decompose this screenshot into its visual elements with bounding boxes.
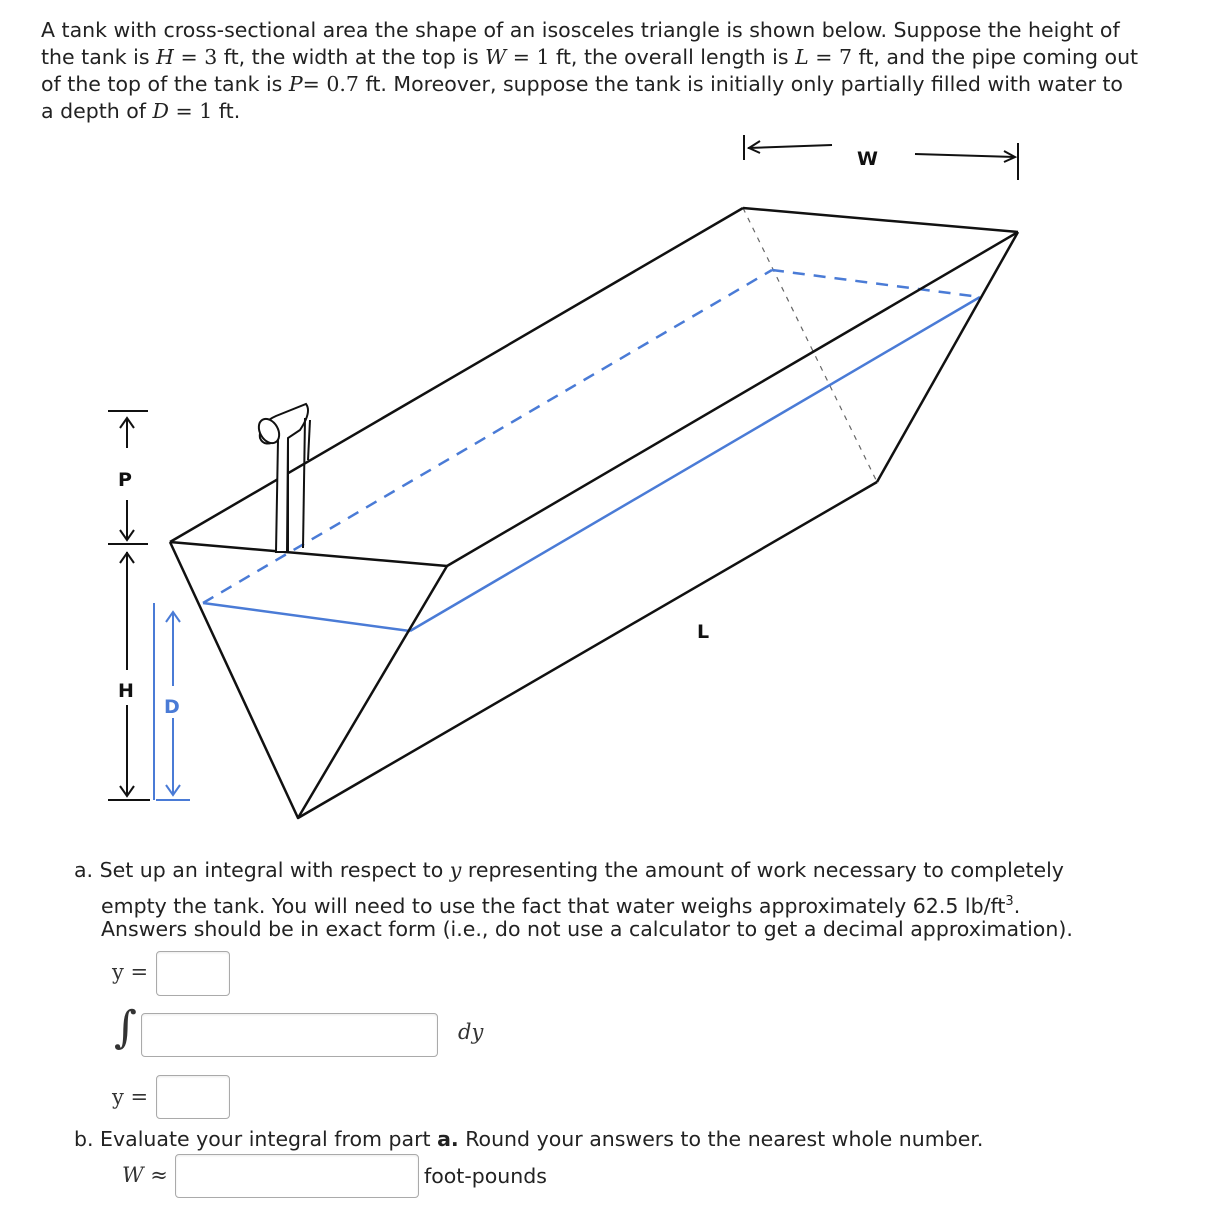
intro-text-4: ft, and the pipe coming out of the top of the tank is [41,45,1139,96]
intro-text-6: ft. [212,99,241,123]
var-d: D [152,99,169,123]
value-d: 1 [199,99,213,123]
upper-limit-label: y = [112,960,149,984]
equals-sign: = [302,72,320,96]
dy-label: dy [458,1020,484,1044]
part-b-prefix: b. Evaluate your integral from part [74,1127,438,1151]
intro-text-3: ft, the overall length is [549,45,796,69]
var-w: W [485,45,507,69]
width-dimension [744,135,1018,180]
water-surface-hidden [203,270,980,603]
intro-text-2: ft, the width at the top is [217,45,486,69]
upper-limit-input[interactable] [156,951,230,996]
label-d: D [164,696,180,718]
part-b-line [74,1125,1174,1154]
lower-limit-input[interactable] [156,1075,230,1119]
equals-sign: = [815,45,833,69]
equals-sign: = [175,99,193,123]
part-a-exact-form-note: Answers should be in exact form (i.e., do not use a calculator to get a decimal approximation). [101,917,1073,941]
label-w: W [857,148,878,170]
value-l: 7 [838,45,852,69]
part-a-var: y [449,858,462,882]
integral-sign: ∫ [114,1002,137,1053]
work-input[interactable] [175,1154,419,1198]
var-p: P [288,72,303,96]
part-b-ref: a. [437,1127,459,1151]
label-p: P [118,469,132,491]
hidden-edges [743,208,877,482]
equals-sign: = [180,45,198,69]
water-surface [203,297,980,631]
cube-superscript: 3 [1005,894,1014,909]
part-a-weight-text: empty the tank. You will need to use the fact that water weighs approximately 62.5 lb/ft [101,893,1006,918]
equals-sign: = [512,45,530,69]
units-label: foot-pounds [424,1164,547,1188]
work-label: W ≈ [122,1163,168,1187]
pipe [255,404,310,552]
part-a-line-1 [74,856,1174,885]
label-l: L [697,621,710,643]
part-b-rest: Round your answers to the nearest whole number. [458,1127,984,1151]
label-h: H [118,680,134,702]
tank-outline [170,208,1018,818]
part-a-prefix: a. Set up an integral with respect to [74,858,450,882]
value-h: 3 [204,45,218,69]
lower-limit-label: y = [112,1085,149,1109]
var-l: L [795,45,809,69]
part-a-line-3 [101,915,1201,944]
integrand-input[interactable] [141,1013,438,1057]
part-a-rest: representing the amount of work necessary to completely [461,858,1064,882]
intro-text-5: ft. Moreover, suppose the tank is initially only partially filled with water to a depth of [41,72,1123,123]
part-a-period: . [1013,893,1021,918]
value-w: 1 [536,45,550,69]
value-p: 0.7 [326,72,359,96]
intro-text-1: A tank with cross-sectional area the shape of an isosceles triangle is shown below. Suppose the height of the tank is [41,18,1120,69]
h-dimension [108,552,150,800]
var-h: H [156,45,174,69]
